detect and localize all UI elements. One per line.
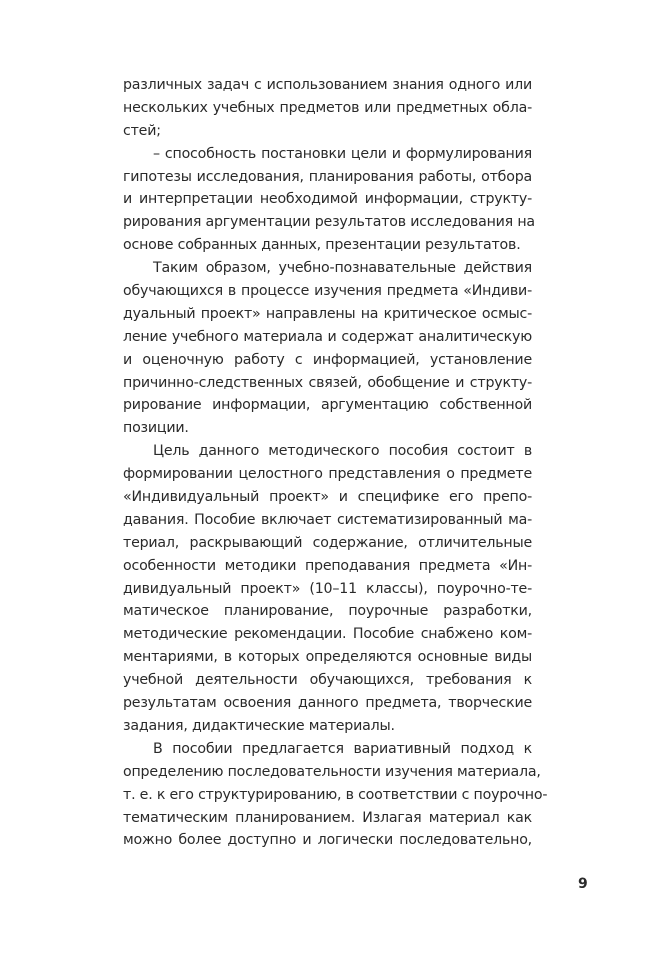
text-line: учебной деятельности обучающихся, требования к (123, 672, 532, 689)
text-line: обучающихся в процессе изучения предмета «Индиви- (123, 283, 532, 300)
text-line: формировании целостного представления о предмете (123, 466, 532, 483)
text-line: особенности методики преподавания предмета «Ин- (123, 557, 532, 574)
text-line: стей; (123, 122, 161, 139)
text-line: задания, дидактические материалы. (123, 717, 395, 734)
text-line: В пособии предлагается вариативный подход к (153, 740, 532, 757)
text-line: причинно-следственных связей, обобщение и структу- (123, 374, 532, 391)
text-line: давания. Пособие включает систематизированный ма- (123, 511, 532, 528)
text-line: дуальный проект» направлены на критическое осмыс- (123, 305, 532, 322)
text-line: основе собранных данных, презентации результатов. (123, 237, 521, 254)
text-line: результатам освоения данного предмета, творческие (123, 695, 532, 712)
text-line: нескольких учебных предметов или предметных обла- (123, 99, 532, 116)
text-line: териал, раскрывающий содержание, отличительные (123, 534, 532, 551)
text-line: ментариями, в которых определяются основные виды (123, 649, 532, 666)
text-line: гипотезы исследования, планирования работы, отбора (123, 168, 532, 185)
text-line: рирования аргументации результатов исследования на (123, 214, 535, 231)
text-line: позиции. (123, 420, 189, 437)
page-number: 9 (578, 876, 588, 892)
text-line: и интерпретации необходимой информации, структу- (123, 191, 532, 208)
text-line: различных задач с использованием знания одного или (123, 77, 532, 93)
text-line: – способность постановки цели и формулирования (153, 145, 532, 162)
text-line: Цель данного методического пособия состоит в (153, 443, 532, 460)
text-line: Таким образом, учебно-познавательные действия (153, 260, 532, 277)
text-line: методические рекомендации. Пособие снабжено ком- (123, 626, 532, 643)
text-line: «Индивидуальный проект» и специфике его препо- (123, 489, 532, 506)
text-line: рирование информации, аргументацию собственной (123, 397, 532, 414)
text-line: и оценочную работу с информацией, установление (123, 351, 532, 368)
text-line: т. е. к его структурированию, в соответствии с поурочно- (123, 786, 548, 803)
text-line: определению последовательности изучения материала, (123, 763, 541, 780)
text-line: дивидуальный проект» (10–11 классы), поурочно-те- (123, 580, 532, 597)
text-line: можно более доступно и логически последовательно, (123, 832, 532, 849)
text-line: тематическим планированием. Излагая материал как (123, 809, 532, 826)
text-line: ление учебного материала и содержат аналитическую (123, 328, 532, 345)
page-body (123, 74, 548, 852)
text-line: матическое планирование, поурочные разработки, (123, 603, 532, 620)
